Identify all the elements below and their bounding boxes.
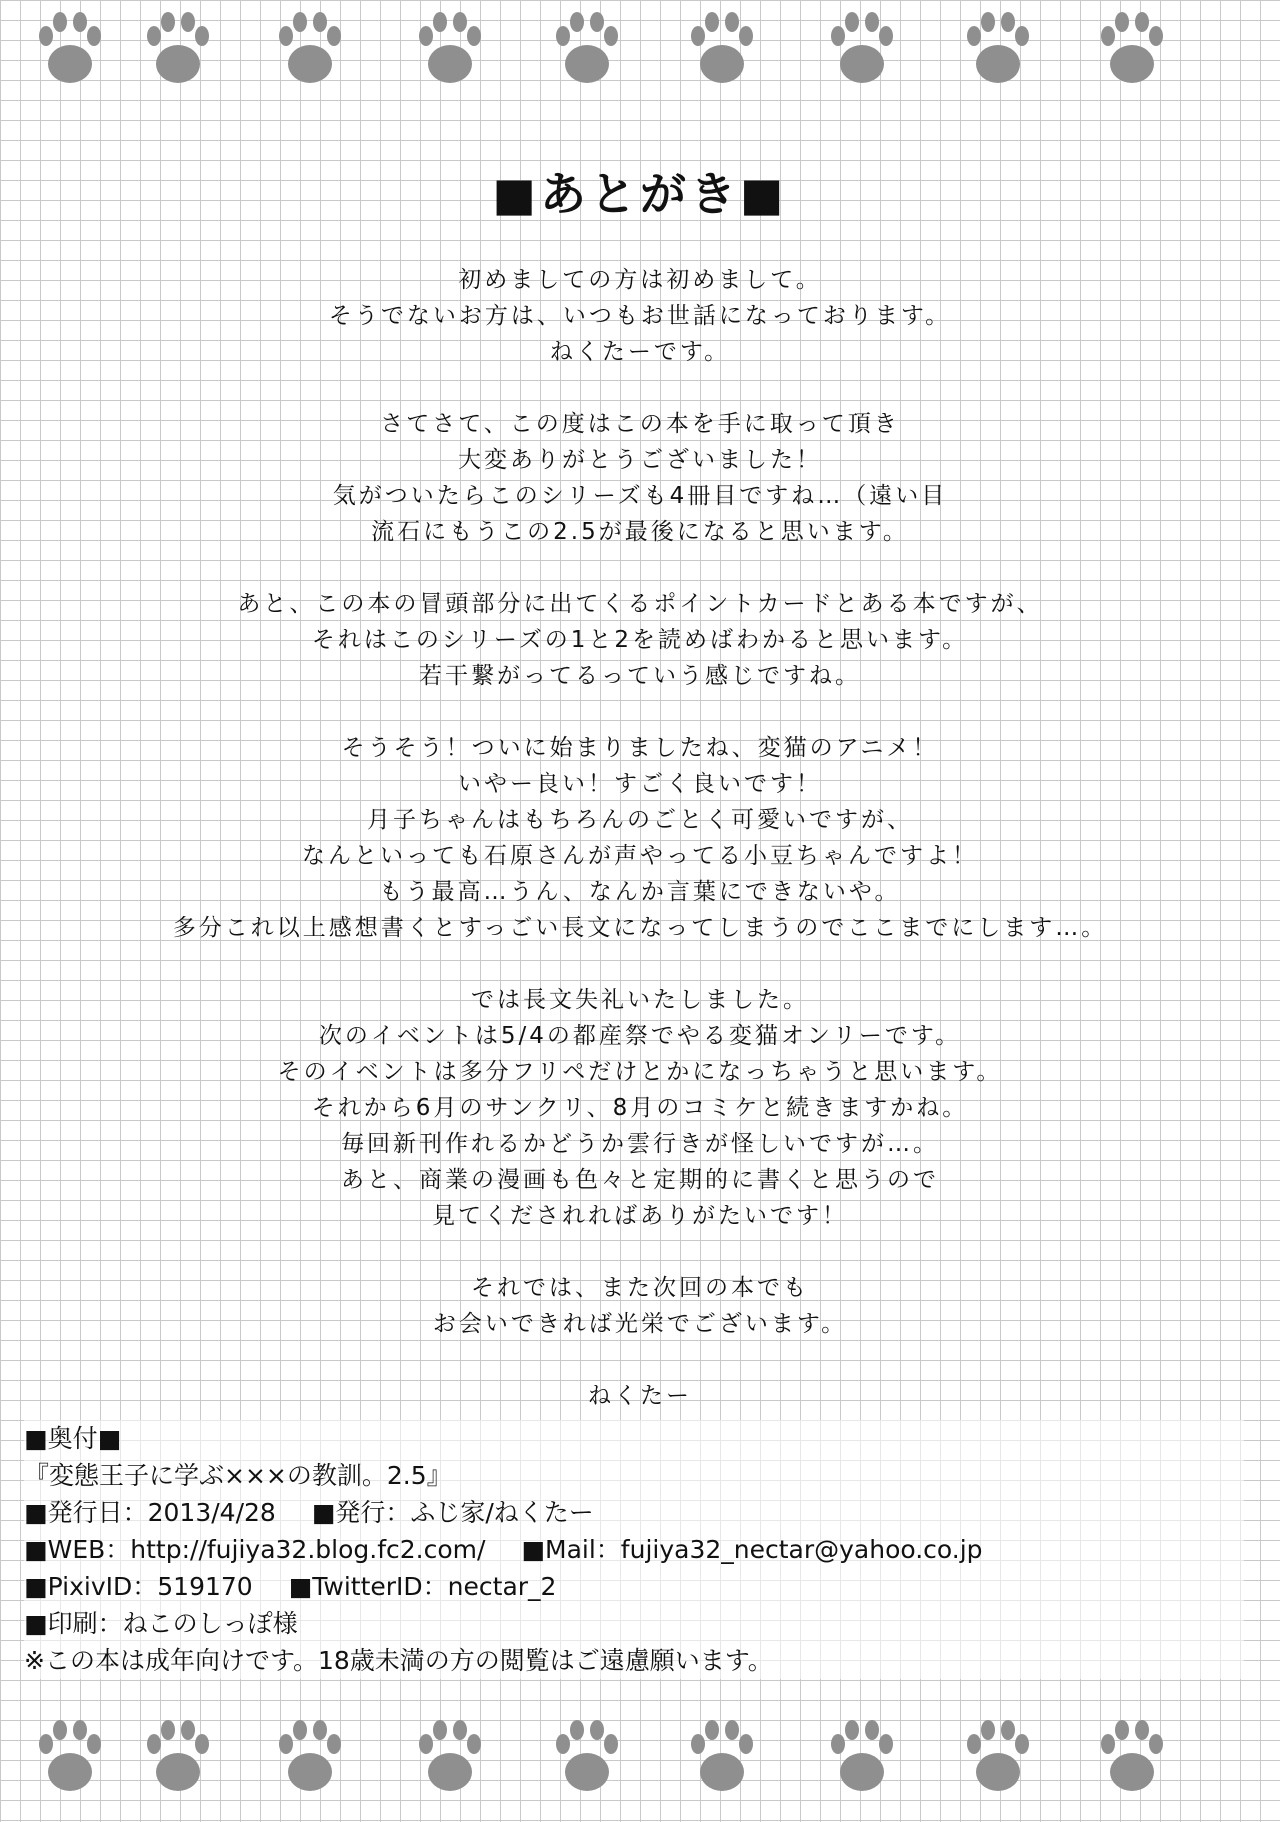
text-line: そうでないお方は、いつもお世話になっております。 [328, 303, 952, 329]
text-line: 流石にもうこの2.5が最後になると思います。 [371, 519, 909, 545]
text-line: ねくたーです。 [549, 339, 731, 365]
text-line: それはこのシリーズの1と2を読めばわかると思います。 [311, 627, 969, 653]
paw-print-icon [1100, 10, 1164, 90]
colophon-row-contact [24, 1531, 1244, 1568]
paw-print-icon [690, 10, 754, 90]
paw-print-icon [690, 1718, 754, 1798]
paw-print-icon [278, 1718, 342, 1798]
mail-address: ■Mail：fujiya32_nectar@yahoo.co.jp [521, 1535, 983, 1564]
age-notice: ※この本は成年向けです。18歳未満の方の閲覧はご遠慮願います。 [24, 1646, 773, 1675]
paw-print-icon [555, 10, 619, 90]
text-line: それでは、また次回の本でも [471, 1275, 809, 1301]
colophon-heading: ■奥付■ [24, 1424, 122, 1453]
paw-print-icon [830, 1718, 894, 1798]
colophon-row-release [24, 1494, 1244, 1531]
paw-print-icon [1100, 1718, 1164, 1798]
top-paw-border [0, 6, 1280, 96]
bottom-paw-border [0, 1714, 1280, 1804]
twitter-id: ■TwitterID：nectar_2 [288, 1572, 557, 1601]
text-line: 気がついたらこのシリーズも4冊目ですね…（遠い目 [332, 483, 948, 509]
paw-print-icon [418, 10, 482, 90]
paw-print-icon [966, 10, 1030, 90]
paragraph-gap [60, 550, 1220, 586]
paw-print-icon [830, 10, 894, 90]
colophon [24, 1420, 1244, 1679]
paw-print-icon [966, 1718, 1030, 1798]
paragraph-gap [60, 694, 1220, 730]
paw-print-icon [146, 10, 210, 90]
paw-print-icon [38, 1718, 102, 1798]
text-line: 見てくだされればありがたいです！ [432, 1203, 848, 1229]
paragraph-gap [60, 946, 1220, 982]
web-url: ■WEB：http://fujiya32.blog.fc2.com/ [24, 1535, 486, 1564]
page-title: ■あとがき■ [492, 167, 788, 221]
text-line: 大変ありがとうございました！ [458, 447, 822, 473]
paw-print-icon [418, 1718, 482, 1798]
text-line: お会いできれば光栄でございます。 [432, 1311, 848, 1337]
text-line: さてさて、この度はこの本を手に取って頂き [380, 411, 900, 437]
text-line: 若干繋がってるっていう感じですね。 [419, 663, 861, 689]
paragraph-gap [60, 370, 1220, 406]
printer: ■印刷：ねこのしっぽ様 [24, 1609, 298, 1638]
text-line: 初めましての方は初めまして。 [458, 267, 822, 293]
text-line: なんといっても石原さんが声やってる小豆ちゃんですよ！ [302, 843, 978, 869]
text-line: 毎回新刊作れるかどうか雲行きが怪しいですが…。 [341, 1131, 939, 1157]
paw-print-icon [38, 10, 102, 90]
paw-print-icon [278, 10, 342, 90]
colophon-row-social [24, 1568, 1244, 1605]
text-line: そのイベントは多分フリペだけとかになっちゃうと思います。 [277, 1059, 1003, 1085]
release-date: ■発行日：2013/4/28 [24, 1498, 276, 1527]
book-title: 『変態王子に学ぶ×××の教訓。2.5』 [24, 1461, 452, 1490]
text-line: 次のイベントは5/4の都産祭でやる変猫オンリーです。 [318, 1023, 962, 1049]
text-line: いやー良い！すごく良いです！ [458, 771, 822, 797]
text-line: そうそう！ついに始まりましたね、変猫のアニメ！ [341, 735, 939, 761]
text-line: あと、商業の漫画も色々と定期的に書くと思うので [341, 1167, 939, 1193]
paw-print-icon [146, 1718, 210, 1798]
text-line: もう最高…うん、なんか言葉にできないや。 [379, 879, 901, 905]
text-line: 月子ちゃんはもちろんのごとく可愛いですが、 [367, 807, 913, 833]
pixiv-id: ■PixivID：519170 [24, 1572, 253, 1601]
publisher: ■発行：ふじ家/ねくたー [311, 1498, 594, 1527]
paragraph-gap [60, 1234, 1220, 1270]
paw-print-icon [555, 1718, 619, 1798]
text-line: では長文失礼いたしました。 [471, 987, 809, 1013]
paragraph-gap [60, 1342, 1220, 1378]
text-line: それから6月のサンクリ、8月のコミケと続きますかね。 [311, 1095, 969, 1121]
text-line: 多分これ以上感想書くとすっごい長文になってしまうのでここまでにします…。 [172, 915, 1108, 941]
text-line: あと、この本の冒頭部分に出てくるポイントカードとある本ですが、 [237, 591, 1043, 617]
author-signature: ねくたー [588, 1383, 692, 1409]
afterword-body [60, 262, 1220, 1414]
